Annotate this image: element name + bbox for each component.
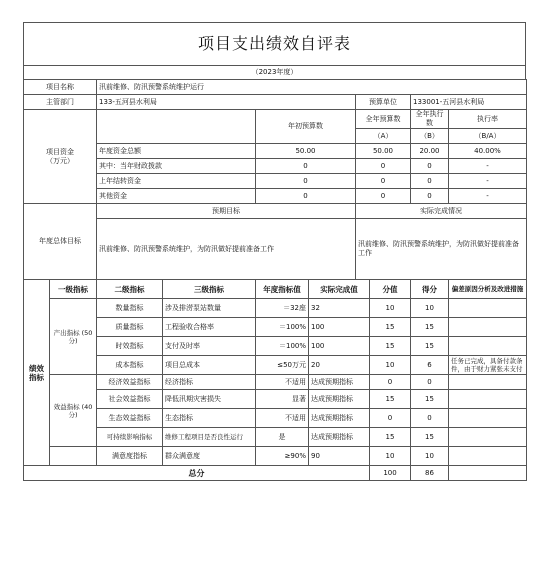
budget-unit-label: 预算单位 (356, 95, 411, 110)
table-row: 效益指标 (40分) 经济效益指标 经济指标 不适用 达成预期指标 0 0 (24, 375, 527, 390)
indicator-header-row: 绩效指标 一级指标 二级指标 三级指标 年度指标值 实际完成值 分值 得分 偏差原因分析及改进措施 (24, 280, 527, 299)
funds-exec-code: （B） (411, 129, 449, 144)
project-name-value: 汛前维修、防汛预警系统维护运行 (97, 80, 527, 95)
expected-goal-header: 预期目标 (97, 204, 356, 219)
table-row: 社会效益指标 降低汛期灾害损失 显著 达成预期指标 15 15 (24, 390, 527, 409)
table-row: 可持续影响指标 维修工程项目是否良性运行 是 达成预期指标 15 15 (24, 428, 527, 447)
deviation-note: 任务已完成，具备付款条件，由于财力紧张未支付 (449, 356, 527, 375)
form-year: （2023年度） (23, 65, 526, 79)
funds-initial-header: 年初预算数 (256, 110, 356, 144)
total-got: 86 (411, 466, 449, 481)
funds-row: 其中：当年财政拨款 0 0 0 - (24, 159, 527, 174)
funds-row: 其他资金 0 0 0 - (24, 189, 527, 204)
total-score: 100 (370, 466, 411, 481)
output-indicator-label: 产出指标 (50分) (50, 299, 97, 375)
funds-row: 上年结转资金 0 0 0 - (24, 174, 527, 189)
dept-label: 主管部门 (24, 95, 97, 110)
satisfaction-blank (50, 447, 97, 466)
annual-goal-label: 年度总体目标 (24, 204, 97, 280)
funds-blank (97, 110, 256, 144)
performance-form (23, 22, 526, 481)
table-row: 产出指标 (50分) 数量指标 涉及排涝泵站数量 ＝32座 32 10 10 (24, 299, 527, 318)
total-row (24, 466, 527, 481)
funds-rate-code: （B/A） (449, 129, 527, 144)
funds-plan-code: （A） (356, 129, 411, 144)
actual-result-text: 汛前维修、防汛预警系统维护，为防汛做好提前准备工作 (356, 219, 527, 280)
total-label: 总分 (24, 466, 370, 481)
table-row: 时效指标 支付及时率 ＝100% 100 15 15 (24, 337, 527, 356)
form-title: 项目支出绩效自评表 (23, 22, 526, 65)
actual-result-header: 实际完成情况 (356, 204, 527, 219)
table-row: 质量指标 工程验收合格率 ＝100% 100 15 15 (24, 318, 527, 337)
dept-value: 133-五河县水利局 (97, 95, 356, 110)
table-row: 满意度指标 群众满意度 ≥90% 90 10 10 (24, 447, 527, 466)
form-table (23, 79, 527, 481)
funds-row: 年度资金总额 50.00 50.00 20.00 40.00% (24, 144, 527, 159)
funds-exec-header: 全年执行数 (411, 110, 449, 129)
budget-unit-value: 133001-五河县水利局 (411, 95, 527, 110)
benefit-indicator-label: 效益指标 (40分) (50, 375, 97, 447)
table-row: 成本指标 项目总成本 ≤50万元 20 10 6 任务已完成，具备付款条件，由于财力紧张未支付 (24, 356, 527, 375)
project-name-label: 项目名称 (24, 80, 97, 95)
funds-plan-header: 全年预算数 (356, 110, 411, 129)
indicator-section-label: 绩效指标 (24, 280, 50, 466)
funds-rate-header: 执行率 (449, 110, 527, 129)
expected-goal-text: 汛前维修、防汛预警系统维护，为防汛做好提前准备工作 (97, 219, 356, 280)
funds-label: 项目资金 （万元） (24, 110, 97, 204)
table-row: 生态效益指标 生态指标 不适用 达成预期指标 0 0 (24, 409, 527, 428)
